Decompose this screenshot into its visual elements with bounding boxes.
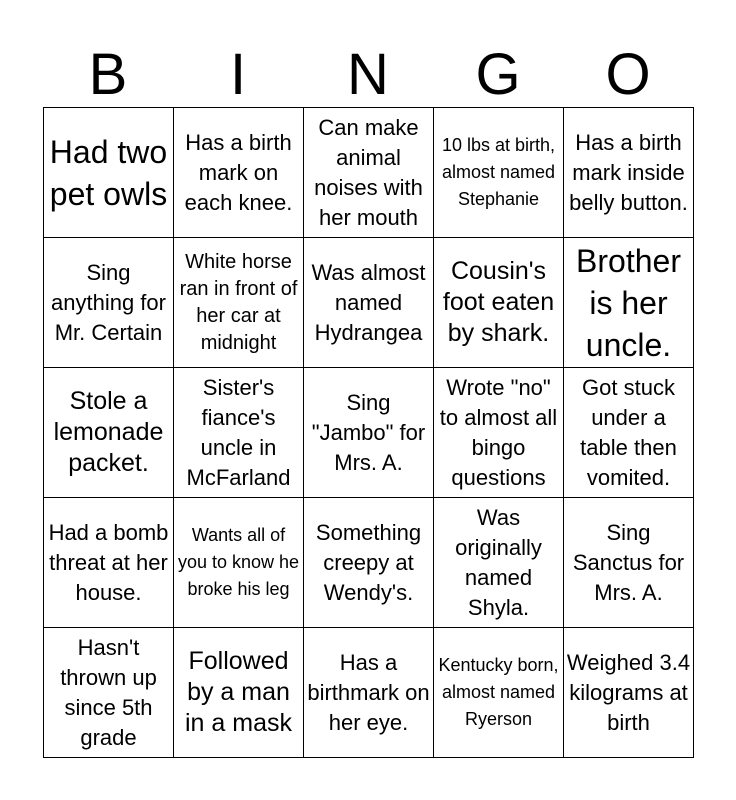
- bingo-header: [43, 44, 693, 106]
- bingo-cell[interactable]: [564, 108, 694, 238]
- grid-row-2: [44, 238, 694, 368]
- cell-text: Stole a lemonade packet.: [53, 387, 164, 477]
- cell-text: Sing Sanctus for Mrs. A.: [572, 519, 685, 605]
- bingo-grid: [43, 107, 694, 758]
- bingo-cell[interactable]: [304, 498, 434, 628]
- bingo-cell[interactable]: [44, 108, 174, 238]
- cell-text: Brother is her uncle.: [576, 242, 681, 363]
- bingo-cell[interactable]: [304, 238, 434, 368]
- grid-row-4: [44, 498, 694, 628]
- grid-row-3: [44, 368, 694, 498]
- bingo-cell[interactable]: [304, 108, 434, 238]
- bingo-cell[interactable]: [44, 368, 174, 498]
- bingo-cell[interactable]: [44, 628, 174, 758]
- bingo-cell[interactable]: [174, 628, 304, 758]
- bingo-cell[interactable]: [304, 368, 434, 498]
- header-letter-n: N: [347, 42, 389, 107]
- header-letter-b: B: [88, 42, 128, 107]
- bingo-cell[interactable]: [434, 238, 564, 368]
- cell-text: Was almost named Hydrangea: [311, 259, 426, 345]
- bingo-cell[interactable]: [174, 368, 304, 498]
- cell-text: Cousin's foot eaten by shark.: [442, 257, 555, 347]
- cell-text: 10 lbs at birth, almost named Stephanie: [441, 135, 556, 209]
- cell-text: Had a bomb threat at her house.: [48, 519, 169, 605]
- cell-text: Weighed 3.4 kilograms at birth: [566, 649, 691, 735]
- cell-text: Wrote "no" to almost all bingo questions: [439, 374, 558, 490]
- bingo-cell[interactable]: [174, 238, 304, 368]
- cell-text: Has a birthmark on her eye.: [307, 649, 430, 735]
- cell-text: Hasn't thrown up since 5th grade: [60, 634, 157, 750]
- bingo-cell[interactable]: [174, 108, 304, 238]
- cell-text: Sing anything for Mr. Certain: [51, 259, 166, 345]
- cell-text: Something creepy at Wendy's.: [315, 519, 422, 605]
- bingo-cell[interactable]: [564, 368, 694, 498]
- cell-text: Has a birth mark inside belly button.: [569, 129, 688, 215]
- bingo-cell[interactable]: [44, 498, 174, 628]
- cell-text: Followed by a man in a mask: [185, 647, 292, 737]
- cell-text: Sing "Jambo" for Mrs. A.: [311, 389, 426, 475]
- bingo-cell[interactable]: [564, 498, 694, 628]
- bingo-cell[interactable]: [434, 628, 564, 758]
- cell-text: Has a birth mark on each knee.: [184, 129, 293, 215]
- cell-text: White horse ran in front of her car at midnight: [179, 250, 298, 354]
- cell-text: Wants all of you to know he broke his leg: [177, 525, 300, 599]
- header-letter-g: G: [475, 42, 521, 107]
- cell-text: Can make animal noises with her mouth: [314, 114, 423, 230]
- grid-row-5: [44, 628, 694, 758]
- bingo-cell[interactable]: [434, 368, 564, 498]
- bingo-cell[interactable]: [304, 628, 434, 758]
- bingo-cell[interactable]: [174, 498, 304, 628]
- cell-text: Was originally named Shyla.: [455, 504, 542, 620]
- cell-text: Sister's fiance's uncle in McFarland: [186, 374, 291, 490]
- bingo-cell[interactable]: [44, 238, 174, 368]
- bingo-cell[interactable]: [434, 498, 564, 628]
- bingo-cell[interactable]: [564, 628, 694, 758]
- header-letter-i: I: [229, 42, 247, 107]
- cell-text: Got stuck under a table then vomited.: [580, 374, 677, 490]
- cell-text: Kentucky born, almost named Ryerson: [438, 655, 559, 729]
- bingo-cell[interactable]: [564, 238, 694, 368]
- header-letter-o: O: [605, 42, 651, 107]
- cell-text: Had two pet owls: [49, 133, 168, 212]
- grid-row-1: [44, 108, 694, 238]
- bingo-cell[interactable]: [434, 108, 564, 238]
